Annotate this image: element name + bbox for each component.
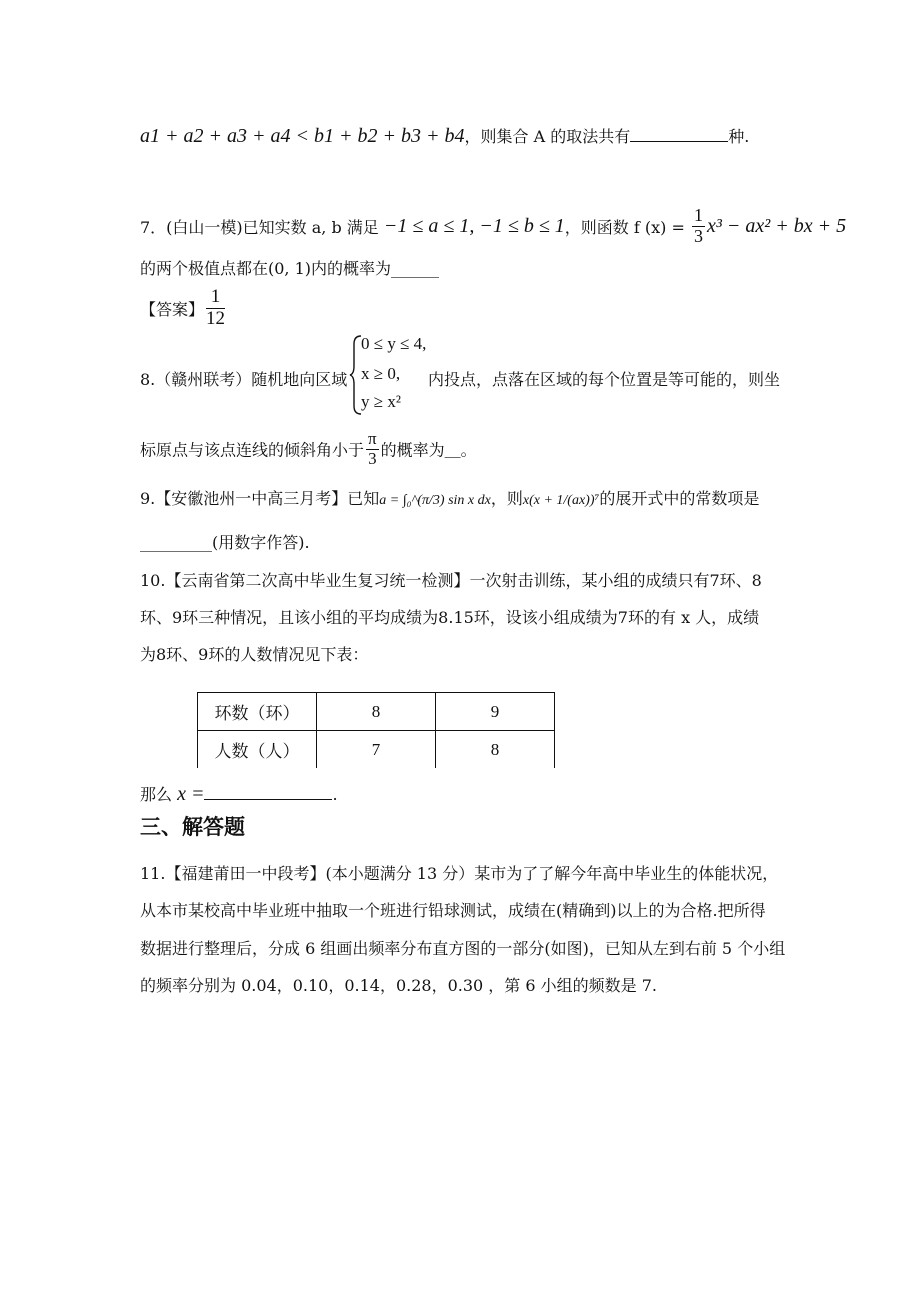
q6-blank [630,141,728,142]
q10-answer-suffix: . [332,785,338,804]
q10-answer [140,782,338,806]
q8-system [349,334,429,416]
q11-line3: 数据进行整理后，分成 6 组画出频率分布直方图的一部分(如图)，已知从左到右前 5 个小组 [140,939,786,958]
q9-mid: ，则 [490,489,523,508]
q7-answer [140,287,227,330]
q10-answer-var: x = [177,783,205,805]
q10-line1: 10.【云南省第二次高中毕业生复习统一检测】一次射击训练，某小组的成绩只有7环、8 [140,571,762,590]
q11-line1: 11.【福建莆田一中段考】(本小题满分 13 分）某市为了了解今年高中毕业生的体能状况， [140,864,779,883]
q8-mid: 内投点，点落在区域的每个位置是等可能的，则坐 [428,370,781,389]
q7-prefix: 7．(白山一模)已知实数 a, b 满足 [140,217,379,237]
table-cell: 人数（人） [198,731,317,769]
q8-line2 [140,430,477,468]
q6-text: ，则集合 A 的取法共有 [464,127,631,146]
q9-expression: x(x + 1/(ax))⁷ [522,493,600,508]
q8-prefix: 8.（赣州联考）随机地向区域 [140,370,348,389]
table-cell: 7 [317,731,436,769]
table-row [198,731,555,769]
q8-system-row2: x ≥ 0, [361,364,401,383]
q7-answer-fraction [206,287,225,330]
q7-answer-label: 【答案】 [140,299,205,319]
q9-suffix: 的展开式中的常数项是 [599,489,760,508]
q7-function: x³ − ax² + bx + 5 [707,214,847,237]
section-title: 三、解答题 [140,815,245,839]
q8-system-row3: y ≥ x² [361,392,401,411]
q10-line2: 环、9环三种情况，且该小组的平均成绩为8.15环，设该小组成绩为7环的有 x 人，成绩 [140,608,760,627]
q8-frac-num: π [368,429,377,448]
q10-answer-blank [204,799,332,800]
q7-answer-den: 12 [206,307,226,329]
q11-line4: 的频率分别为 0.04，0.10，0.14，0.28，0.30 ，第 6 小组的频数是 7. [140,976,658,995]
q9-line2: _________(用数字作答). [140,533,310,552]
table-row [198,693,555,731]
q7-fraction [692,206,705,247]
q6-formula: a1 + a2 + a3 + a4 < b1 + b2 + b3 + b4 [140,125,465,147]
q8-line2b: 的概率为＿。 [380,440,477,460]
table-cell: 8 [436,731,555,769]
q7-condition: −1 ≤ a ≤ 1, −1 ≤ b ≤ 1 [383,214,565,237]
q7-answer-num: 1 [206,287,225,309]
q6-suffix: 种. [728,127,750,146]
q7-line1 [140,206,846,247]
q9-integral: a = ∫₀^(π/3) sin x dx [379,493,491,508]
table-cell: 环数（环） [198,693,317,731]
q9-prefix: 9.【安徽池州一中高三月考】已知 [140,489,380,508]
q8-fraction [366,430,379,468]
q7-line2: 的两个极值点都在(0, 1)内的概率为______ [140,259,440,278]
q8-system-row1: 0 ≤ y ≤ 4, [361,334,427,353]
q7-frac-den: 3 [694,225,703,246]
q11-line2: 从本市某校高中毕业班中抽取一个班进行铅球测试，成绩在(精确到)以上的为合格.把所得 [140,901,766,920]
q6-line [140,124,749,148]
table-cell: 8 [317,693,436,731]
q7-mid: ，则函数 f (x) = [564,217,685,237]
score-table [197,692,555,768]
q7-frac-num: 1 [694,205,703,225]
table-cell: 9 [436,693,555,731]
q8-frac-den: 3 [368,448,377,468]
q9-line1 [140,486,759,509]
q10-answer-prefix: 那么 [140,785,173,804]
q10-line3: 为8环、9环的人数情况见下表： [140,645,369,664]
q8-line2a: 标原点与该点连线的倾斜角小于 [140,440,365,460]
